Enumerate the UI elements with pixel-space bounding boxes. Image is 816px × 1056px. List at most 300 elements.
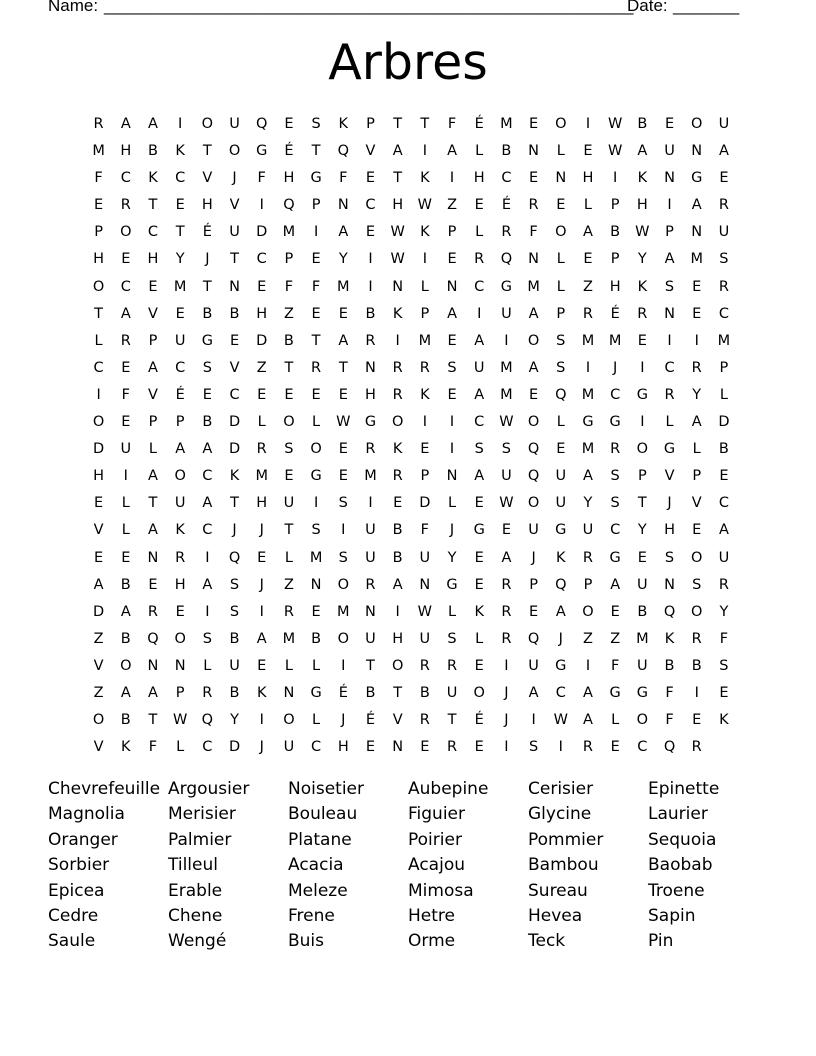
grid-letter: C xyxy=(93,359,104,376)
grid-letter: B xyxy=(365,305,376,322)
grid-letter: Z xyxy=(583,630,593,647)
grid-letter: L xyxy=(284,549,293,566)
grid-letter: A xyxy=(392,143,403,160)
grid-letter: M xyxy=(690,251,703,268)
grid-letter: H xyxy=(147,251,159,268)
grid-letter: E xyxy=(311,603,321,620)
word-list-item: Platane xyxy=(288,829,352,850)
grid-letter: P xyxy=(148,414,158,431)
grid-letter: K xyxy=(256,684,267,701)
grid-letter: A xyxy=(120,116,131,132)
grid-letter: R xyxy=(283,603,294,620)
grid-letter: J xyxy=(558,630,563,647)
grid-letter: O xyxy=(582,603,594,620)
grid-letter: F xyxy=(420,522,430,539)
grid-letter: U xyxy=(582,522,594,539)
grid-letter: C xyxy=(610,386,621,403)
grid-letter: O xyxy=(92,414,105,431)
grid-letter: B xyxy=(664,657,675,674)
page-title: Arbres xyxy=(328,34,488,91)
grid-letter: C xyxy=(202,468,213,485)
grid-letter: G xyxy=(609,549,621,566)
grid-letter: M xyxy=(418,332,432,349)
grid-letter: I xyxy=(368,495,373,512)
grid-letter: V xyxy=(229,197,240,214)
grid-letter: M xyxy=(364,468,377,485)
grid-letter: R xyxy=(501,224,512,241)
grid-letter: L xyxy=(312,712,321,729)
grid-letter: Y xyxy=(692,386,702,403)
grid-letter: O xyxy=(174,630,186,647)
grid-letter: O xyxy=(337,630,349,647)
grid-letter: F xyxy=(311,278,321,295)
word-list-item: Poirier xyxy=(408,829,462,850)
grid-letter: K xyxy=(474,603,484,620)
grid-letter: M xyxy=(581,386,595,403)
grid-letter: R xyxy=(419,712,430,729)
grid-letter: A xyxy=(148,359,158,376)
grid-letter: M xyxy=(500,359,513,376)
grid-letter: E xyxy=(529,386,539,403)
grid-letter: C xyxy=(229,386,240,403)
grid-letter: C xyxy=(147,224,159,241)
grid-letter: G xyxy=(691,170,703,187)
grid-letter: C xyxy=(610,522,621,539)
grid-letter: K xyxy=(556,549,566,566)
grid-letter: P xyxy=(366,116,375,132)
grid-letter: S xyxy=(338,495,348,512)
grid-letter: N xyxy=(664,305,675,322)
grid-letter: E xyxy=(311,386,321,403)
grid-letter: R xyxy=(120,332,131,349)
grid-letter: L xyxy=(475,143,484,160)
grid-letter: K xyxy=(420,386,430,403)
grid-letter: F xyxy=(665,684,674,701)
grid-letter: E xyxy=(148,576,158,593)
grid-letter: S xyxy=(719,657,729,674)
grid-letter: R xyxy=(392,386,403,403)
grid-letter: R xyxy=(120,197,131,214)
grid-letter: K xyxy=(420,170,430,187)
grid-letter: G xyxy=(364,414,377,431)
grid-letter: U xyxy=(473,359,485,376)
grid-letter: R xyxy=(691,630,702,647)
grid-letter: C xyxy=(202,522,213,539)
grid-letter: M xyxy=(337,603,350,620)
word-list-item: Meleze xyxy=(288,880,348,901)
grid-letter: E xyxy=(447,386,457,403)
grid-letter: A xyxy=(447,143,457,160)
grid-letter: J xyxy=(449,522,455,539)
grid-letter: P xyxy=(420,468,430,485)
grid-letter: H xyxy=(609,278,621,295)
grid-letter: R xyxy=(501,576,512,593)
grid-letter: E xyxy=(610,739,620,756)
word-list-item: Chene xyxy=(168,905,223,926)
grid-letter: E xyxy=(610,603,620,620)
grid-letter: E xyxy=(311,305,321,322)
grid-letter: W xyxy=(499,414,514,431)
grid-letter: J xyxy=(232,522,237,539)
grid-letter: E xyxy=(719,468,729,485)
grid-letter: F xyxy=(121,386,130,403)
grid-letter: L xyxy=(556,278,565,295)
grid-letter: S xyxy=(556,332,566,349)
date-field[interactable]: _______ xyxy=(673,0,740,15)
grid-letter: D xyxy=(228,414,241,431)
grid-letter: I xyxy=(395,332,400,349)
grid-letter: M xyxy=(173,278,187,295)
grid-letter: I xyxy=(341,657,346,674)
grid-letter: G xyxy=(555,522,567,539)
word-list-item: Oranger xyxy=(48,829,118,850)
grid-letter: N xyxy=(664,170,675,187)
grid-letter: E xyxy=(501,522,511,539)
word-list-item: Orme xyxy=(408,931,456,952)
grid-letter: S xyxy=(447,630,457,647)
grid-letter: U xyxy=(528,522,539,539)
grid-letter: R xyxy=(474,251,485,268)
grid-letter: É xyxy=(610,305,620,322)
grid-letter: Q xyxy=(228,549,241,566)
grid-letter: G xyxy=(663,441,676,458)
grid-letter: O xyxy=(527,414,540,431)
grid-letter: E xyxy=(365,170,376,187)
grid-letter: Q xyxy=(555,576,567,593)
grid-letter: P xyxy=(94,224,103,241)
grid-letter: R xyxy=(718,197,729,214)
grid-letter: S xyxy=(664,549,675,566)
grid-letter: N xyxy=(446,468,458,485)
grid-letter: G xyxy=(473,522,485,539)
grid-letter: R xyxy=(691,739,702,756)
word-list-item: Argousier xyxy=(168,779,250,799)
grid-letter: E xyxy=(529,116,539,132)
grid-letter: U xyxy=(174,332,186,349)
grid-letter: F xyxy=(447,116,457,132)
grid-letter: L xyxy=(665,414,674,431)
grid-letter: E xyxy=(692,305,702,322)
grid-letter: V xyxy=(93,657,104,674)
grid-letter: W xyxy=(417,603,433,620)
grid-letter: T xyxy=(284,522,294,539)
grid-letter: L xyxy=(692,441,701,458)
word-list-item: Mimosa xyxy=(408,880,474,901)
grid-letter: N xyxy=(392,739,404,756)
grid-letter: L xyxy=(556,414,565,431)
grid-letter: T xyxy=(420,116,430,132)
grid-letter: E xyxy=(94,197,104,214)
grid-letter: E xyxy=(284,468,294,485)
grid-letter: N xyxy=(664,576,675,593)
grid-letter: Q xyxy=(337,143,349,160)
grid-letter: O xyxy=(691,603,703,620)
grid-letter: T xyxy=(393,170,403,187)
grid-letter: Z xyxy=(583,278,593,295)
grid-letter: I xyxy=(368,251,373,268)
grid-letter: U xyxy=(637,657,648,674)
grid-letter: E xyxy=(719,684,729,701)
grid-letter: I xyxy=(449,441,455,458)
grid-letter: A xyxy=(501,549,512,566)
grid-letter: T xyxy=(311,332,321,349)
grid-letter: E xyxy=(94,549,104,566)
grid-letter: N xyxy=(446,278,458,295)
grid-letter: I xyxy=(259,603,264,620)
grid-letter: J xyxy=(259,522,264,539)
grid-letter: V xyxy=(691,495,702,512)
word-list-item: Epinette xyxy=(648,779,720,799)
word-list-item: Palmier xyxy=(168,829,232,850)
grid-letter: O xyxy=(555,116,567,132)
grid-letter: V xyxy=(392,712,403,729)
grid-letter: E xyxy=(338,305,348,322)
word-list-item: Laurier xyxy=(648,804,708,825)
grid-letter: L xyxy=(94,332,103,349)
word-list-item: Tilleul xyxy=(168,855,218,876)
grid-letter: I xyxy=(504,657,509,674)
grid-letter: A xyxy=(637,143,648,160)
grid-letter: C xyxy=(474,414,485,431)
grid-letter: K xyxy=(392,441,403,458)
grid-letter: E xyxy=(529,603,539,620)
grid-letter: L xyxy=(475,224,484,241)
word-list-item: Epicea xyxy=(48,880,105,901)
grid-letter: R xyxy=(93,116,104,132)
grid-letter: A xyxy=(392,576,403,593)
grid-letter: E xyxy=(257,386,267,403)
grid-letter: A xyxy=(718,143,729,160)
grid-letter: U xyxy=(174,495,186,512)
grid-letter: E xyxy=(257,657,267,674)
grid-letter: I xyxy=(449,170,455,187)
grid-letter: W xyxy=(390,224,405,241)
grid-letter: L xyxy=(312,657,321,674)
grid-letter: L xyxy=(121,495,130,512)
grid-letter: R xyxy=(175,549,186,566)
grid-letter: S xyxy=(229,603,240,620)
grid-letter: Y xyxy=(230,712,239,729)
grid-letter: E xyxy=(474,549,484,566)
grid-letter: L xyxy=(257,414,266,431)
name-label: Name: xyxy=(48,0,99,15)
grid-letter: S xyxy=(501,441,512,458)
grid-letter: B xyxy=(120,576,131,593)
grid-letter: N xyxy=(365,603,376,620)
grid-letter: A xyxy=(202,441,213,458)
word-list-item: Pin xyxy=(648,931,674,952)
grid-letter: U xyxy=(637,576,648,593)
grid-letter: K xyxy=(148,170,158,187)
name-field[interactable]: ________________________________________________________ xyxy=(104,0,634,15)
grid-letter: B xyxy=(392,522,403,539)
grid-letter: P xyxy=(637,468,647,485)
grid-letter: R xyxy=(419,359,430,376)
grid-letter: U xyxy=(365,630,376,647)
grid-letter: M xyxy=(282,630,296,647)
grid-letter: E xyxy=(637,332,647,349)
grid-letter: I xyxy=(613,170,618,187)
grid-letter: L xyxy=(284,657,293,674)
grid-letter: D xyxy=(228,441,241,458)
grid-letter: P xyxy=(420,305,430,322)
grid-letter: R xyxy=(365,441,376,458)
grid-letter: A xyxy=(528,684,539,701)
grid-letter: E xyxy=(692,278,702,295)
grid-letter: W xyxy=(499,495,514,512)
grid-letter: D xyxy=(718,414,730,431)
grid-letter: G xyxy=(500,278,513,295)
grid-letter: K xyxy=(392,305,403,322)
grid-letter: W xyxy=(607,143,623,160)
grid-letter: B xyxy=(283,332,294,349)
grid-letter: B xyxy=(637,116,648,132)
grid-letter: O xyxy=(310,441,322,458)
grid-letter: I xyxy=(96,386,101,403)
grid-letter: B xyxy=(637,603,648,620)
grid-letter: H xyxy=(174,576,186,593)
grid-letter: P xyxy=(447,224,457,241)
grid-letter: I xyxy=(585,359,591,376)
grid-letter: C xyxy=(175,359,186,376)
grid-letter: A xyxy=(583,712,593,729)
grid-letter: I xyxy=(694,684,699,701)
grid-letter: A xyxy=(148,684,158,701)
grid-letter: E xyxy=(474,657,484,674)
grid-letter: F xyxy=(148,739,158,756)
grid-letter: E xyxy=(121,549,131,566)
grid-letter: C xyxy=(718,495,729,512)
grid-letter: O xyxy=(283,414,295,431)
grid-letter: S xyxy=(202,359,212,376)
grid-letter: Z xyxy=(610,630,621,647)
word-list-item: Sequoia xyxy=(648,829,717,850)
grid-letter: U xyxy=(664,143,675,160)
grid-letter: M xyxy=(500,116,513,132)
grid-letter: K xyxy=(719,712,729,729)
grid-letter: S xyxy=(202,630,212,647)
grid-letter: S xyxy=(719,251,729,268)
grid-letter: H xyxy=(201,197,213,214)
grid-letter: O xyxy=(527,495,540,512)
grid-letter: E xyxy=(121,414,131,431)
word-list xyxy=(48,777,768,955)
grid-letter: J xyxy=(613,359,618,376)
grid-letter: M xyxy=(500,386,513,403)
grid-letter: G xyxy=(310,170,322,187)
grid-letter: Q xyxy=(147,630,159,647)
grid-letter: U xyxy=(555,468,567,485)
grid-letter: C xyxy=(637,739,648,756)
grid-letter: R xyxy=(392,359,403,376)
grid-letter: W xyxy=(607,116,623,132)
grid-letter: Z xyxy=(283,576,294,593)
grid-letter: F xyxy=(719,630,729,647)
grid-letter: Q xyxy=(527,441,540,458)
grid-letter: H xyxy=(256,305,268,322)
grid-letter: O xyxy=(636,712,649,729)
grid-letter: L xyxy=(203,657,212,674)
word-list-item: Chevrefeuille xyxy=(48,779,161,799)
grid-letter: E xyxy=(474,576,484,593)
grid-letter: D xyxy=(93,441,105,458)
grid-letter: M xyxy=(92,143,105,160)
grid-letter: R xyxy=(582,305,593,322)
grid-letter: U xyxy=(501,468,512,485)
grid-letter: H xyxy=(93,251,105,268)
grid-letter: E xyxy=(148,278,158,295)
grid-letter: S xyxy=(447,359,457,376)
grid-letter: G xyxy=(582,414,594,431)
grid-letter: U xyxy=(365,522,376,539)
grid-letter: N xyxy=(365,359,376,376)
grid-letter: W xyxy=(553,712,568,729)
grid-letter: C xyxy=(664,359,675,376)
grid-letter: N xyxy=(174,657,186,674)
grid-letter: N xyxy=(528,251,540,268)
grid-letter: B xyxy=(501,143,512,160)
grid-letter: P xyxy=(583,576,593,593)
grid-letter: O xyxy=(174,468,186,485)
grid-letter: E xyxy=(692,712,702,729)
grid-letter: W xyxy=(336,414,351,431)
grid-letter: U xyxy=(718,549,730,566)
grid-letter: H xyxy=(256,495,268,512)
grid-letter: C xyxy=(365,197,376,214)
grid-letter: N xyxy=(337,197,349,214)
grid-letter: M xyxy=(527,278,540,295)
grid-letter: Q xyxy=(283,197,295,214)
word-list-item: Cedre xyxy=(48,905,99,926)
grid-letter: A xyxy=(148,116,158,132)
grid-letter: G xyxy=(310,684,322,701)
grid-letter: L xyxy=(148,441,158,458)
grid-letter: R xyxy=(637,305,648,322)
grid-letter: E xyxy=(338,386,348,403)
grid-letter: E xyxy=(284,386,294,403)
word-list-item: Frene xyxy=(288,905,335,926)
grid-letter: H xyxy=(93,468,105,485)
grid-letter: B xyxy=(202,305,213,322)
word-list-item: Aubepine xyxy=(408,779,489,799)
grid-letter: W xyxy=(417,197,433,214)
grid-letter: Y xyxy=(447,549,457,566)
grid-letter: A xyxy=(528,305,539,322)
grid-letter: I xyxy=(667,197,672,214)
grid-letter: F xyxy=(284,278,294,295)
word-list-item: Pommier xyxy=(528,829,604,850)
grid-letter: E xyxy=(175,603,185,620)
grid-letter: I xyxy=(205,549,210,566)
grid-letter: P xyxy=(529,576,538,593)
grid-letter: A xyxy=(120,684,131,701)
grid-letter: U xyxy=(528,657,539,674)
grid-letter: H xyxy=(337,739,349,756)
grid-letter: B xyxy=(202,414,213,431)
grid-letter: H xyxy=(636,197,648,214)
grid-letter: J xyxy=(504,712,509,729)
grid-letter: A xyxy=(528,359,539,376)
word-list-item: Baobab xyxy=(648,855,713,876)
grid-letter: R xyxy=(202,684,213,701)
date-label: Date: xyxy=(627,0,668,15)
grid-letter: I xyxy=(504,332,509,349)
grid-letter: O xyxy=(228,143,241,160)
word-list-item: Cerisier xyxy=(528,779,594,799)
grid-letter: N xyxy=(147,657,159,674)
grid-letter: L xyxy=(556,143,565,160)
grid-letter: T xyxy=(202,278,212,295)
